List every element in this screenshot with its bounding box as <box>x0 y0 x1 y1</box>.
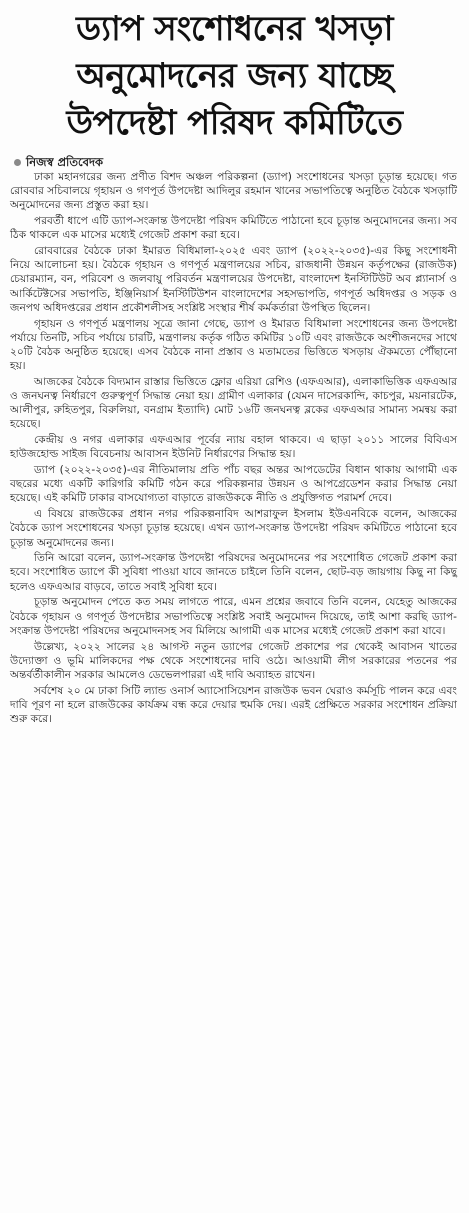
paragraph: ঢাকা মহানগরের জন্য প্রণীত বিশদ অঞ্চল পরিকল্পনা (ড্যাপ) সংশোধনের খসড়া চূড়ান্ত হয়েছে। গত রোববার সচিবালয়ে গৃহায়ন ও গণপূর্ত উপদেষ্টা আদিলুর রহমান খানের সভাপতিত্বে অনুষ্ঠিত বৈঠকে খসড়াটি অনুমোদনের জন্য প্রস্তুত করা হয়। <box>10 171 457 212</box>
paragraph: পরবর্তী ধাপে এটি ড্যাপ-সংক্রান্ত উপদেষ্টা পরিষদ কমিটিতে পাঠানো হবে চূড়ান্ত অনুমোদনের জন্য। সব ঠিক থাকলে এক মাসের মধ্যেই গেজেট প্রকাশ করা হবে। <box>10 215 457 242</box>
paragraph: আজকের বৈঠকে বিদ্যমান রাস্তার ভিত্তিতে ফ্লোর এরিয়া রেশিও (এফএআর), এলাকাভিত্তিক এফএআর ও জনঘনত্ব নির্ধারণে গুরুত্বপূর্ণ সিদ্ধান্ত নেয়া হয়। গ্রামীণ এলাকার (যেমন দাসেরকান্দি, কাচপুর, ময়নারটেক, আলীপুর, রুহিতপুর, বিরুলিয়া, বনগ্রাম ইত্যাদি) মোট ১৬টি জনঘনত্ব ব্লকের এফএআর সামান্য সমন্বয় করা হয়েছে। <box>10 375 457 431</box>
paragraph: এ বিষয়ে রাজউকের প্রধান নগর পরিকল্পনাবিদ আশরাফুল ইসলাম ইউএনবিকে বলেন, আজকের বৈঠকে ড্যাপ সংশোধনের খসড়া চূড়ান্ত হয়েছে। এখন ড্যাপ-সংক্রান্ত উপদেষ্টা পরিষদ কমিটিতে পাঠানো হবে চূড়ান্ত অনুমোদনের জন্য। <box>10 508 457 549</box>
paragraph: গৃহায়ন ও গণপূর্ত মন্ত্রণালয় সূত্রে জানা গেছে, ড্যাপ ও ইমারত বিধিমালা সংশোধনের জন্য উপদেষ্টা পর্যায়ে তিনটি, সচিব পর্যায়ে চারটি, মন্ত্রণালয় কর্তৃক গঠিত কমিটির ১০টি এবং রাজউকে অংশীজনদের সাথে ২০টি বৈঠক অনুষ্ঠিত হয়েছে। এসব বৈঠকে নানা প্রস্তাব ও মতামতের ভিত্তিতে খসড়ায় ঐকমত্যে পৌঁছানো হয়। <box>10 317 457 373</box>
headline-line: ড্যাপ সংশোধনের খসড়া <box>76 9 393 49</box>
paragraph: ড্যাপ (২০২২-২০৩৫)-এর নীতিমালায় প্রতি পাঁচ বছর অন্তর আপডেটের বিধান থাকায় আগামী এক বছরের মধ্যে একটি কারিগরি কমিটি গঠন করে পরিকল্পনার উন্নয়ন ও আপগ্রেডেশন করার সিদ্ধান্ত নেয়া হয়েছে। এই কমিটি ঢাকার বাসযোগ্যতা বাড়াতে রাজউককে নীতি ও প্রযুক্তিগত পরামর্শ দেবে। <box>10 464 457 505</box>
paragraph: রোববারের বৈঠকে ঢাকা ইমারত বিধিমালা-২০২৫ এবং ড্যাপ (২০২২-২০৩৫)-এর কিছু সংশোধনী নিয়ে আলোচনা হয়। বৈঠকে গৃহায়ন ও গণপূর্ত মন্ত্রণালয়ের সচিব, রাজধানী উন্নয়ন কর্তৃপক্ষের (রাজউক) চেয়ারম্যান, বন, পরিবেশ ও জলবায়ু পরিবর্তন মন্ত্রণালয়ের উপদেষ্টা, বাংলাদেশ ইনস্টিটিউট অব প্ল্যানার্স ও আর্কিটেক্টসের সভাপতি, ইঞ্জিনিয়ার্স ইনস্টিটিউশন বাংলাদেশের সহসভাপতি, গণপূর্ত অধিদপ্তর ও সড়ক ও জনপথ অধিদপ্তরের প্রধান প্রকৌশলীসহ সংশ্লিষ্ট সংস্থার শীর্ষ কর্মকর্তারা উপস্থিত ছিলেন। <box>10 245 457 314</box>
headline-line: অনুমোদনের জন্য যাচ্ছে <box>76 56 393 96</box>
paragraph: চূড়ান্ত অনুমোদন পেতে কত সময় লাগতে পারে, এমন প্রশ্নের জবাবে তিনি বলেন, যেহেতু আজকের বৈঠকে গৃহায়ন ও গণপূর্ত উপদেষ্টার সভাপতিত্বে সংশ্লিষ্ট সবাই অনুমোদন দিয়েছে, তাই আশা করছি ড্যাপ-সংক্রান্ত উপদেষ্টা পরিষদের অনুমোদনসহ সব মিলিয়ে আগামী এক মাসের মধ্যেই গেজেট প্রকাশ করা যাবে। <box>10 596 457 637</box>
bullet-icon <box>14 159 21 166</box>
byline <box>14 155 469 169</box>
paragraph: সর্বশেষ ২০ মে ঢাকা সিটি ল্যান্ড ওনার্স অ্যাসোসিয়েশন রাজউক ভবন ঘেরাও কর্মসূচি পালন করে এবং দাবি পূরণ না হলে রাজউকের কার্যক্রম বন্ধ করে দেয়ার হুমকি দেয়। এরই প্রেক্ষিতে সরকার সংশোধন প্রক্রিয়া শুরু করে। <box>10 684 457 726</box>
byline-text: নিজস্ব প্রতিবেদক <box>26 155 104 169</box>
paragraph: উল্লেখ্য, ২০২২ সালের ২৪ আগস্ট নতুন ড্যাপের গেজেট প্রকাশের পর থেকেই আবাসন খাতের উদ্যোক্তা ও ভূমি মালিকদের পক্ষ থেকে সংশোধনের দাবি ওঠে। আওয়ামী লীগ সরকারের পতনের পর অন্তর্বর্তীকালীন সরকার আমলেও ডেভেলপাররা এই দাবি অব্যাহত রাখেন। <box>10 640 457 681</box>
paragraph: তিনি আরো বলেন, ড্যাপ-সংক্রান্ত উপদেষ্টা পরিষদের অনুমোদনের পর সংশোধিত গেজেট প্রকাশ করা হবে। সংশোধিত ড্যাপে কী সুবিধা পাওয়া যাবে জানতে চাইলে তিনি বলেন, ছোট-বড় জায়গায় কিছু না কিছু হলেও এফএআর বাড়বে, তাতে সবাই সুবিধা হবে। <box>10 552 457 593</box>
article-body <box>0 170 469 726</box>
article-headline <box>0 0 469 153</box>
headline-line: উপদেষ্টা পরিষদ কমিটিতে <box>66 103 403 143</box>
paragraph: কেন্দ্রীয় ও নগর এলাকার এফএআর পূর্বের ন্যায় বহাল থাকবে। এ ছাড়া ২০১১ সালের বিবিএস হাউজহোল্ড সাইজ বিবেচনায় আবাসন ইউনিট নির্ধারণের সিদ্ধান্ত হয়। <box>10 434 457 461</box>
